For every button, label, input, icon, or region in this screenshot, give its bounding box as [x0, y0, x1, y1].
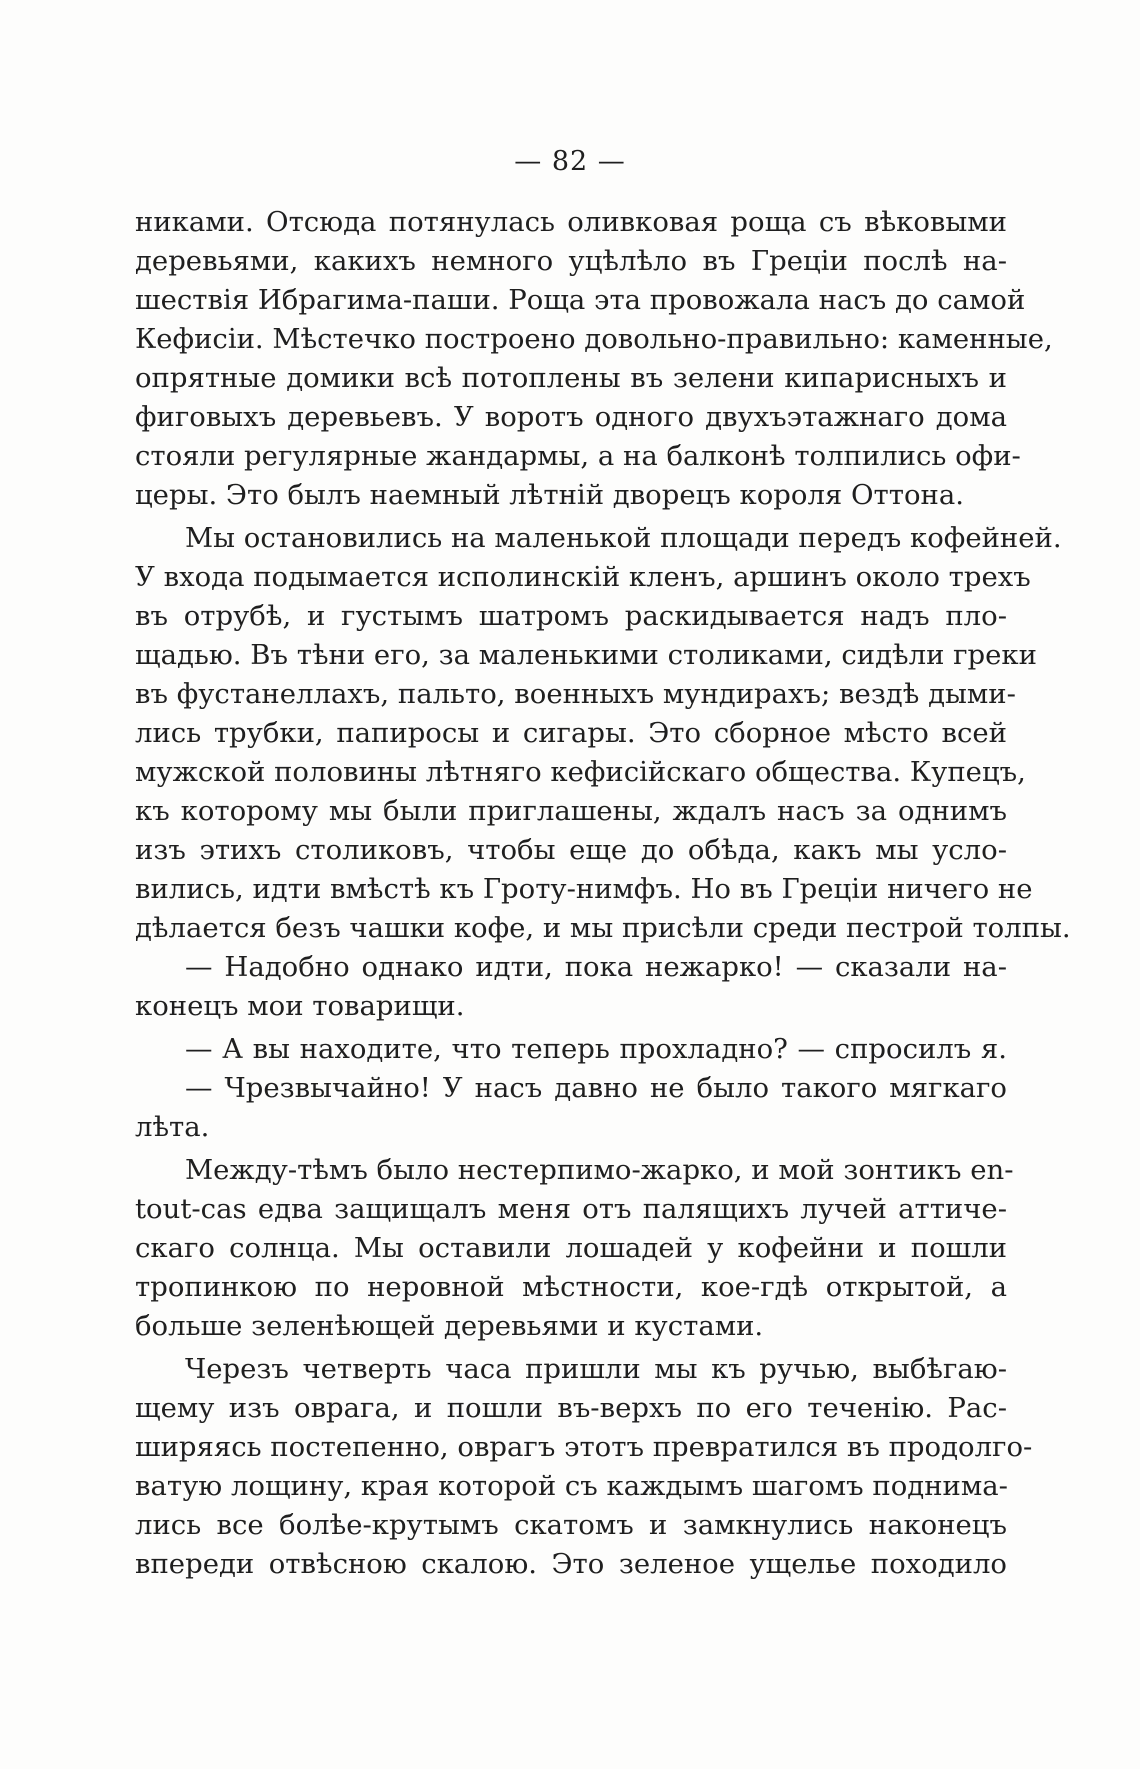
- text-line: тропинкою по неровной мѣстности, кое-гдѣ открытой, а: [135, 1271, 1007, 1303]
- text-line: щему изъ оврага, и пошли въ-верхъ по его теченію. Рас-: [135, 1392, 1007, 1424]
- text-line: церы. Это былъ наемный лѣтній дворецъ короля Оттона.: [135, 479, 965, 511]
- text-line: — Надобно однако идти, пока нежарко! — сказали на-: [185, 951, 1007, 983]
- text-line: Черезъ четверть часа пришли мы къ ручью, выбѣгаю-: [185, 1353, 1007, 1385]
- text-line: — А вы находите, что теперь прохладно? — спросилъ я.: [185, 1033, 1007, 1065]
- text-line: лись все болѣе-крутымъ скатомъ и замкнулись наконецъ: [135, 1509, 1007, 1541]
- text-line: дѣлается безъ чашки кофе, и мы присѣли среди пестрой толпы.: [135, 912, 1071, 944]
- text-line: деревьями, какихъ немного уцѣлѣло въ Греціи послѣ на-: [135, 245, 1007, 277]
- text-line: больше зеленѣющей деревьями и кустами.: [135, 1310, 764, 1342]
- text-line: фиговыхъ деревьевъ. У воротъ одного двухъэтажнаго дома: [135, 401, 1007, 433]
- text-line: щадью. Въ тѣни его, за маленькими столиками, сидѣли греки: [135, 639, 1037, 671]
- text-line: мужской половины лѣтняго кефисійскаго общества. Купецъ,: [135, 756, 1026, 788]
- text-line: конецъ мои товарищи.: [135, 990, 465, 1022]
- text-line: вились, идти вмѣстѣ къ Гроту-нимфъ. Но въ Греціи ничего не: [135, 873, 1033, 905]
- text-line: впереди отвѣсною скалою. Это зеленое ущелье походило: [135, 1548, 1007, 1580]
- text-line: — Чрезвычайно! У насъ давно не было такого мягкаго: [185, 1072, 1007, 1104]
- text-line: въ фустанеллахъ, пальто, военныхъ мундирахъ; вездѣ дыми-: [135, 678, 1016, 710]
- page-number: — 82 —: [514, 146, 626, 177]
- text-line: лѣта.: [135, 1111, 210, 1143]
- text-line: изъ этихъ столиковъ, чтобы еще до обѣда, какъ мы усло-: [135, 834, 1007, 866]
- text-line: Между-тѣмъ было нестерпимо-жарко, и мой зонтикъ en-: [185, 1154, 1014, 1186]
- body-text: [135, 203, 1071, 1584]
- text-line: У входа подымается исполинскій кленъ, аршинъ около трехъ: [135, 561, 1031, 593]
- text-line: скаго солнца. Мы оставили лошадей у кофейни и пошли: [135, 1232, 1007, 1264]
- text-line: никами. Отсюда потянулась оливковая роща съ вѣковыми: [135, 206, 1007, 238]
- text-line: стояли регулярные жандармы, а на балконѣ толпились офи-: [135, 440, 1021, 472]
- text-line: Мы остановились на маленькой площади передъ кофейней.: [185, 522, 1062, 554]
- text-line: опрятные домики всѣ потоплены въ зелени кипарисныхъ и: [135, 362, 1007, 394]
- text-line: въ отрубѣ, и густымъ шатромъ раскидывается надъ пло-: [135, 600, 1007, 632]
- text-line: tout-cas едва защищалъ меня отъ палящихъ лучей аттиче-: [135, 1193, 1007, 1225]
- text-line: Кефисіи. Мѣстечко построено довольно-правильно: каменные,: [135, 323, 1053, 355]
- text-line: ширяясь постепенно, оврагъ этотъ превратился въ продолго-: [135, 1431, 1033, 1463]
- text-line: ватую лощину, края которой съ каждымъ шагомъ поднима-: [135, 1470, 1008, 1502]
- text-line: шествія Ибрагима-паши. Роща эта провожала насъ до самой: [135, 284, 1026, 316]
- text-line: къ которому мы были приглашены, ждалъ насъ за однимъ: [135, 795, 1007, 827]
- text-line: лись трубки, папиросы и сигары. Это сборное мѣсто всей: [135, 717, 1007, 749]
